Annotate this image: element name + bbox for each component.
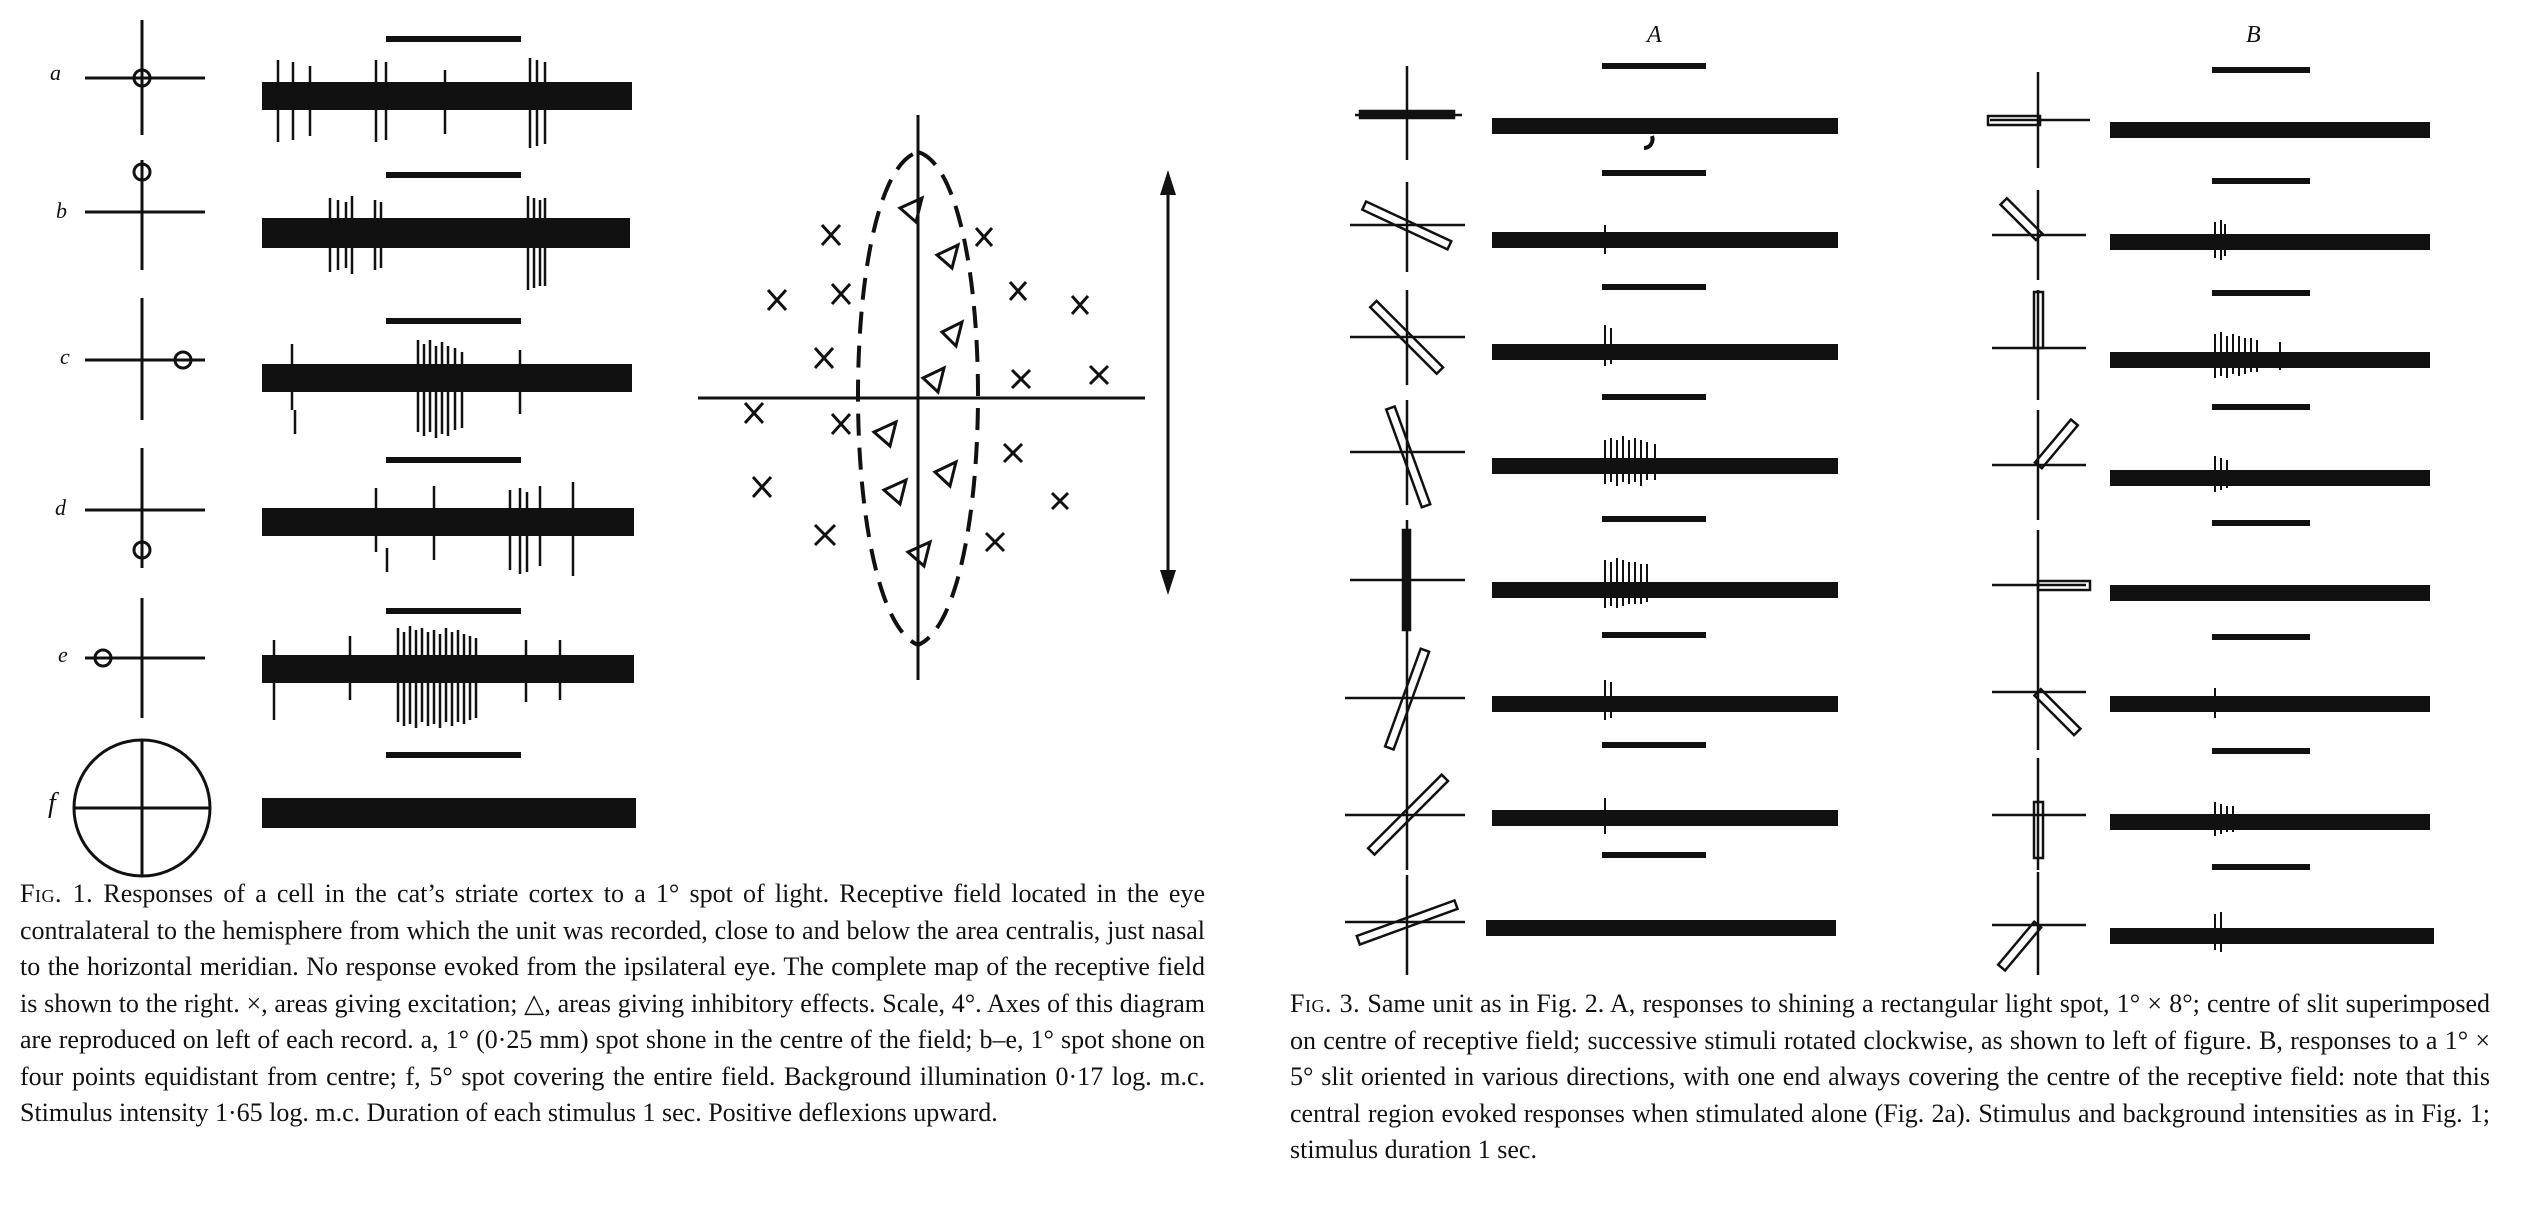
slit-icon-b1	[1988, 72, 2090, 168]
record-trace-e	[262, 626, 634, 728]
slit-icon-a6	[1345, 640, 1465, 760]
slit-icon-b2	[1992, 190, 2086, 280]
slit-icon-b5	[1992, 530, 2090, 640]
column-label-b: B	[2246, 22, 2261, 48]
slit-icon-b8	[1992, 872, 2086, 975]
row-label-c: c	[60, 344, 70, 369]
record-trace-b	[262, 196, 630, 290]
stimulus-marker-c	[386, 318, 521, 324]
slit-icon-b3	[1992, 290, 2086, 400]
slit-icon-a4	[1350, 400, 1465, 507]
figure-3-caption	[1290, 986, 2490, 1169]
slit-icon-b6	[1992, 640, 2086, 750]
figure-3-graphics	[1250, 0, 2525, 980]
slit-icon-a3	[1350, 290, 1465, 385]
slit-icon-a8	[1345, 875, 1465, 975]
figure-1-number: Fig. 1.	[20, 879, 94, 908]
axis-icon-f	[74, 740, 210, 876]
stimulus-marker-d	[386, 457, 521, 463]
figure-1-graphics	[0, 0, 1250, 880]
axis-icon-d	[85, 448, 205, 568]
column-label-a: A	[1647, 22, 1662, 48]
figure-1-caption	[20, 876, 1205, 1132]
figure-3-caption-text: Same unit as in Fig. 2. A, responses to shining a rectangular light spot, 1° × 8°; centre of slit superimposed on centre of receptive field; successive stimuli rotated clockwise, as shown to left of figure. B, responses to a 1° × 5° slit oriented in various directions, with one end always covering the centre of the receptive field: note that this central region evoked responses when stimulated alone (Fig. 2a). Stimulus and background intensities as in Fig. 1; stimulus duration 1 sec.	[1290, 989, 2491, 1164]
figure-3-number: Fig. 3.	[1290, 989, 1361, 1018]
axis-icon-b	[85, 160, 205, 270]
record-trace-f	[262, 798, 636, 828]
receptive-field-map	[698, 115, 1176, 680]
slit-icon-a1	[1355, 66, 1462, 160]
figure-1-caption-text: Responses of a cell in the cat’s striate cortex to a 1° spot of light. Receptive field located in the eye contralateral to the hemisphere from which the unit was recorded, close to and below the area centralis, just nasal to the horizontal meridian. No response evoked from the ipsilateral eye. The complete map of the receptive field is shown to the right. ×, areas giving excitation; △, areas giving inhibitory effects. Scale, 4°. Axes of this diagram are reproduced on left of each record. a, 1° (0·25 mm) spot shone in the centre of the field; b–e, 1° spot shone on four points equidistant from centre; f, 5° spot covering the entire field. Background illumination 0·17 log. m.c. Stimulus intensity 1·65 log. m.c. Duration of each stimulus 1 sec. Positive deflexions upward.	[20, 879, 1206, 1127]
record-trace-c	[262, 340, 632, 438]
stimulus-marker-a	[386, 36, 521, 42]
slit-icon-a5	[1350, 520, 1465, 640]
column-b-records	[2110, 67, 2434, 952]
stimulus-marker-e	[386, 608, 521, 614]
figure-3	[1250, 0, 2525, 1226]
slit-icon-b7	[1992, 758, 2086, 870]
stimulus-marker-b	[386, 172, 521, 178]
axis-icon-e	[85, 598, 205, 718]
record-trace-a	[262, 58, 632, 148]
figure-1	[0, 0, 1250, 1226]
record-trace-d	[262, 482, 634, 576]
row-label-b: b	[56, 198, 67, 223]
axis-icon-c	[85, 298, 205, 420]
row-label-d: d	[55, 495, 66, 520]
slit-icon-a7	[1345, 760, 1465, 870]
row-label-e: e	[58, 642, 68, 667]
slit-icon-a2	[1350, 182, 1465, 272]
column-b-orientation-icons	[1988, 72, 2090, 975]
column-a-orientation-icons	[1345, 66, 1465, 975]
row-label-a: a	[50, 60, 61, 85]
column-a-records	[1486, 63, 1838, 936]
slit-icon-b4	[1992, 410, 2086, 520]
excitation-markers	[745, 225, 1108, 551]
stimulus-marker-f	[386, 752, 521, 758]
axis-icon-a	[85, 20, 205, 135]
row-label-f: f	[48, 788, 56, 819]
